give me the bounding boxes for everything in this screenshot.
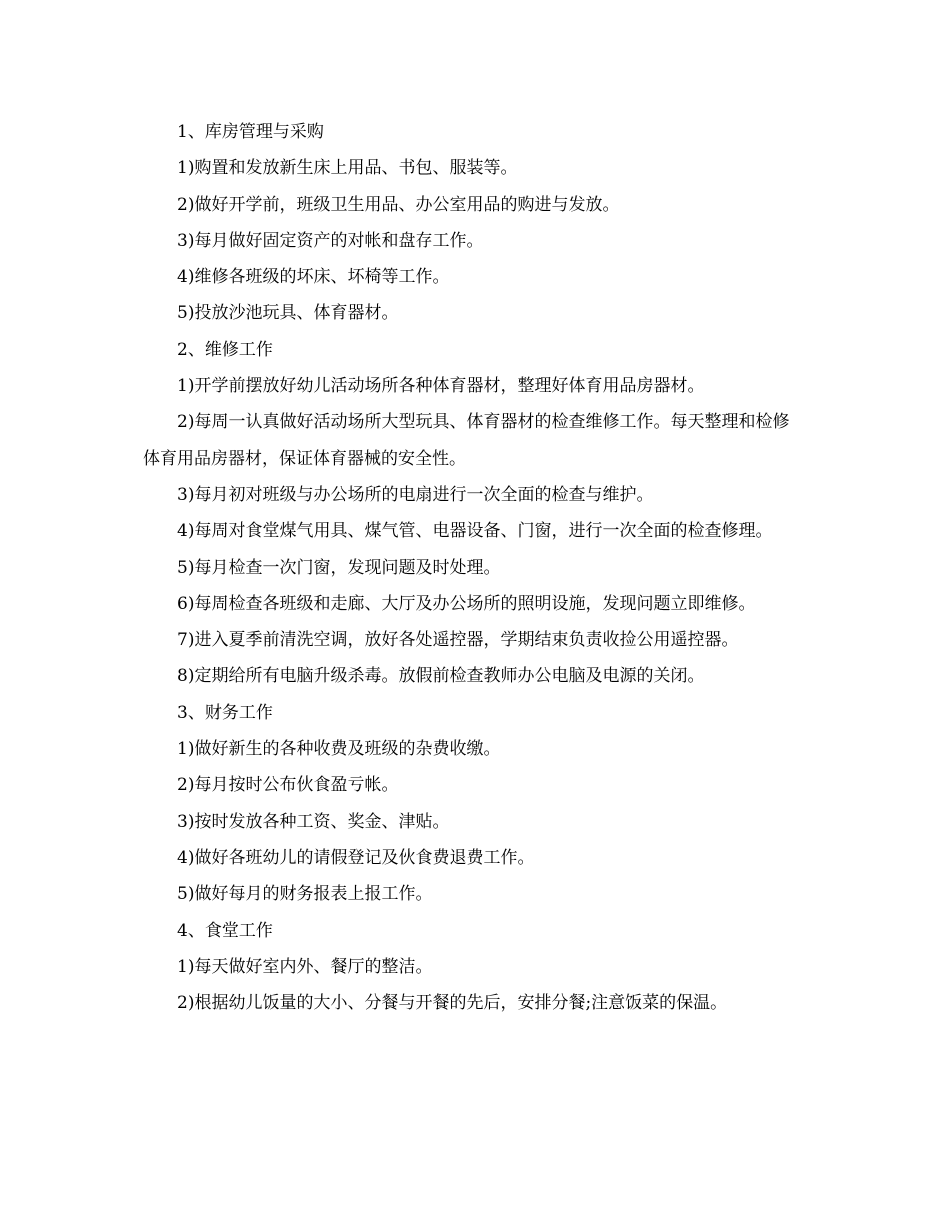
list-item: 8)定期给所有电脑升级杀毒。放假前检查教师办公电脑及电源的关闭。 [177,666,705,687]
list-item: 5)每月检查一次门窗，发现问题及时处理。 [177,557,501,578]
list-item: 4)做好各班幼儿的请假登记及伙食费退费工作。 [177,847,535,868]
list-item: 3)按时发放各种工资、奖金、津贴。 [177,811,450,832]
list-item: 5)投放沙池玩具、体育器材。 [177,303,399,324]
list-item: 1)每天做好室内外、餐厅的整洁。 [177,956,433,977]
list-item: 1)开学前摆放好幼儿活动场所各种体育器材，整理好体育用品房器材。 [177,376,705,397]
list-item: 4)每周对食堂煤气用具、煤气管、电器设备、门窗，进行一次全面的检查修理。 [177,521,773,542]
document-body [143,114,803,1021]
list-item: 3)每月做好固定资产的对帐和盘存工作。 [177,230,484,251]
list-item: 2)做好开学前，班级卫生用品、办公室用品的购进与发放。 [177,194,620,215]
list-item: 7)进入夏季前清洗空调，放好各处遥控器，学期结束负责收捡公用遥控器。 [177,630,739,651]
list-item: 3)每月初对班级与办公场所的电扇进行一次全面的检查与维护。 [177,484,654,505]
list-item: 6)每周检查各班级和走廊、大厅及办公场所的照明设施，发现问题立即维修。 [177,593,756,614]
list-item: 2)根据幼儿饭量的大小、分餐与开餐的先后，安排分餐;注意饭菜的保温。 [177,993,728,1014]
list-item: 5)做好每月的财务报表上报工作。 [177,884,433,905]
list-item: 1)购置和发放新生床上用品、书包、服装等。 [177,158,518,179]
list-item: 2)每周一认真做好活动场所大型玩具、体育器材的检查维修工作。每天整理和检修体育用品房器材，保证体育器械的安全性。 [143,412,790,469]
list-item: 2)每月按时公布伙食盈亏帐。 [177,775,399,796]
section-heading-canteen: 4、食堂工作 [177,920,273,941]
section-heading-maintenance: 2、维修工作 [177,339,273,360]
section-heading-finance: 3、财务工作 [177,702,273,723]
list-item: 1)做好新生的各种收费及班级的杂费收缴。 [177,739,501,760]
section-heading-warehouse: 1、库房管理与采购 [177,122,324,142]
list-item: 4)维修各班级的坏床、坏椅等工作。 [177,267,450,288]
